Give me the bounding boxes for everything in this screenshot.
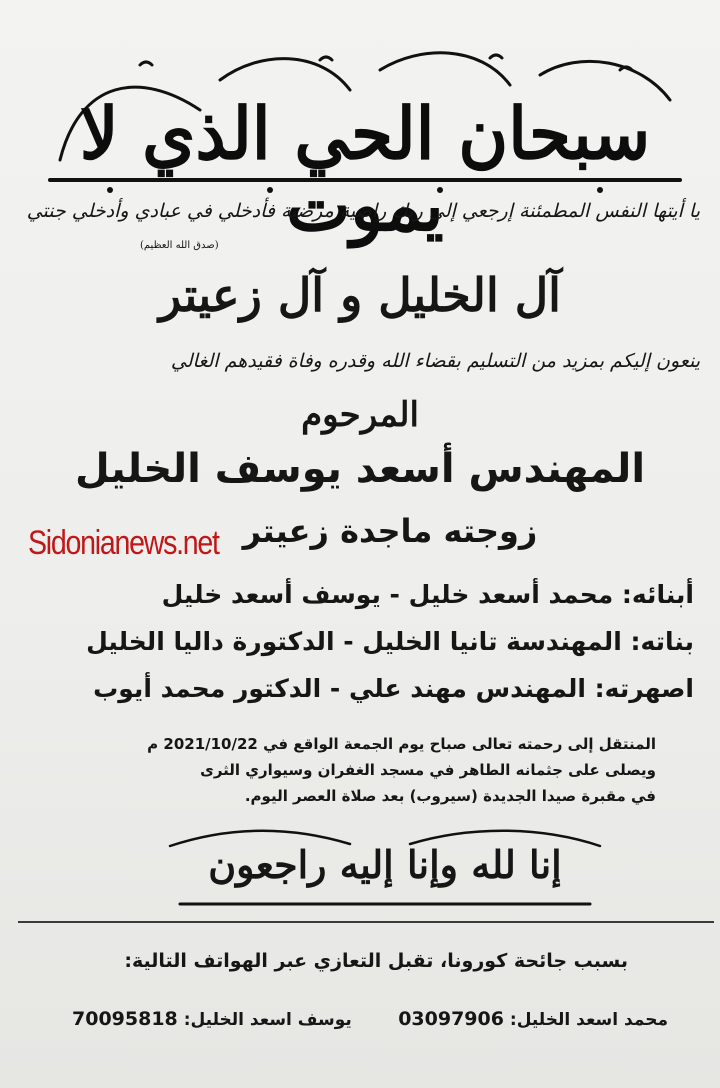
contact-name: يوسف اسعد الخليل: bbox=[183, 1010, 352, 1030]
verse-reference: (صدق الله العظيم) bbox=[140, 240, 219, 251]
section-divider bbox=[18, 921, 714, 923]
funeral-info-line-1: المنتقل إلى رحمته تعالى صباح يوم الجمعة الواقع في 2021/10/22 م bbox=[147, 735, 656, 753]
contact-item bbox=[72, 1008, 352, 1030]
quran-verse: يا أيتها النفس المطمئنة إرجعي إلى ربك راضية مرضية فأدخلي في عبادي وأدخلي جنتي bbox=[26, 200, 700, 222]
condolence-notice: بسبب جائحة كورونا، تقبل التعازي عبر الهواتف التالية: bbox=[124, 950, 628, 972]
contact-phones bbox=[72, 1008, 668, 1038]
site-watermark: Sidonianews.net bbox=[28, 524, 219, 562]
contact-phone: 03097906 bbox=[398, 1008, 504, 1030]
wife-name: زوجته ماجدة زعيتر bbox=[242, 512, 538, 550]
deceased-label: المرحوم bbox=[301, 395, 419, 435]
announcement-line: ينعون إليكم بمزيد من التسليم بقضاء الله وقدره وفاة فقيدهم الغالي bbox=[170, 350, 700, 372]
daughters-line: بناته: المهندسة تانيا الخليل - الدكتورة داليا الخليل bbox=[86, 627, 694, 656]
funeral-info-line-2: ويصلى على جثمانه الطاهر في مسجد الغفران وسيواري الثرى bbox=[200, 761, 656, 779]
sons-line: أبنائه: محمد أسعد خليل - يوسف أسعد خليل bbox=[161, 580, 694, 609]
contact-item bbox=[398, 1008, 668, 1030]
closing-calligraphy-text: إنا لله وإنا إليه راجعون bbox=[208, 842, 562, 887]
deceased-name: المهندس أسعد يوسف الخليل bbox=[74, 446, 646, 492]
contact-phone: 70095818 bbox=[72, 1008, 178, 1030]
contact-name: محمد اسعد الخليل: bbox=[509, 1010, 668, 1030]
in-laws-line: اصهرته: المهندس مهند علي - الدكتور محمد أيوب bbox=[93, 674, 694, 703]
closing-calligraphy bbox=[150, 826, 620, 916]
families-heading: آل الخليل و آل زعيتر bbox=[159, 268, 561, 322]
header-calligraphy-text: سبحان الحي الذي لا يموت bbox=[79, 92, 651, 248]
funeral-info-line-3: في مقبرة صيدا الجديدة (سيروب) بعد صلاة العصر اليوم. bbox=[244, 787, 656, 805]
